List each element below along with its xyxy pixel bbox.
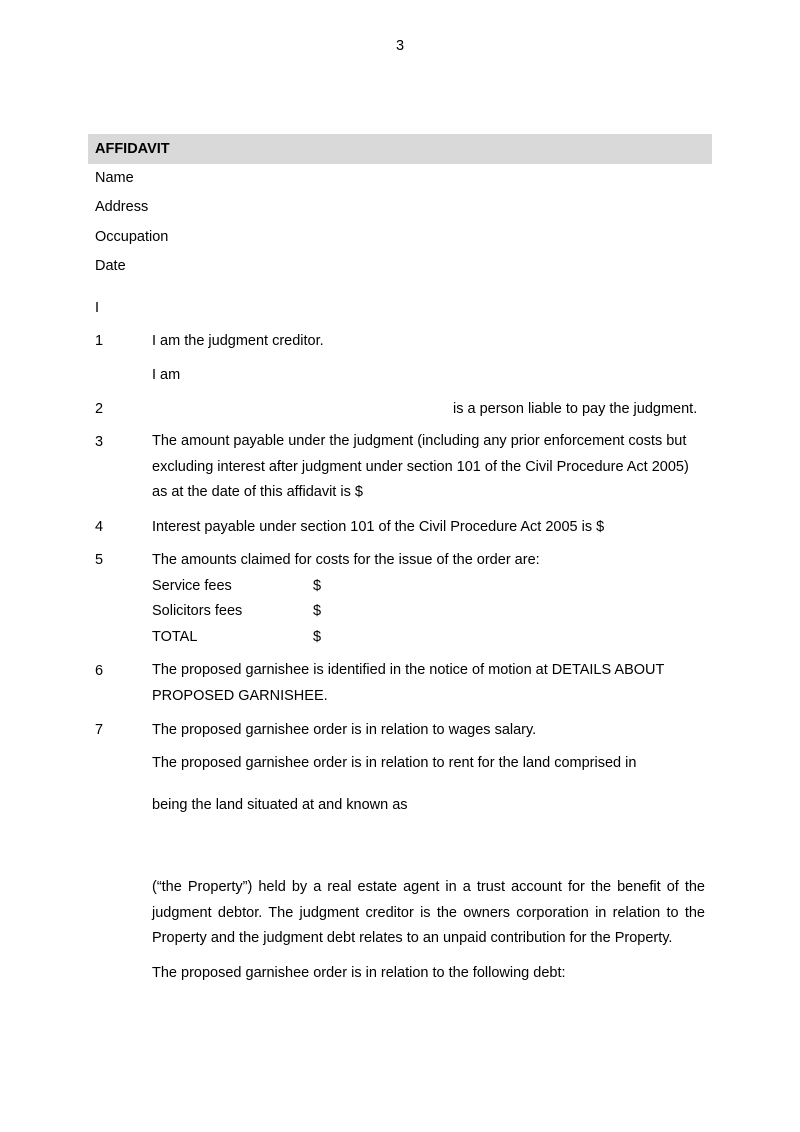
deponent-intro: I [95,300,100,316]
address-field-label: Address [95,199,149,215]
affidavit-title: AFFIDAVIT [95,141,170,157]
item-6-number: 6 [95,663,104,679]
solicitors-fees-amount: $ [313,603,322,619]
item-4-text: Interest payable under section 101 of the Civil Procedure Act 2005 is $ [152,519,605,535]
service-fees-amount: $ [313,578,322,594]
item-1-text: I am the judgment creditor. [152,333,324,349]
date-field-label: Date [95,258,126,274]
item-5-text: The amounts claimed for costs for the issue of the order are: [152,552,540,568]
solicitors-fees-label: Solicitors fees [152,603,243,619]
item-1-number: 1 [95,333,104,349]
item-3-number: 3 [95,434,104,450]
item-4-number: 4 [95,519,104,535]
name-field-label: Name [95,170,134,186]
item-1-i-am: I am [152,367,181,383]
item-7-debt-text: The proposed garnishee order is in relation to the following debt: [152,965,566,981]
item-7-property-text: (“the Property”) held by a real estate agent in a trust account for the benefit of the judgment debtor. The judgment creditor is the owners corporation in relation to the Property and the judgment debt relates to an unpaid contribution for the Property. [152,879,705,946]
affidavit-header [88,134,712,164]
total-fees-amount: $ [313,629,322,645]
item-7-wages-text: The proposed garnishee order is in relation to wages salary. [152,722,537,738]
item-5-number: 5 [95,552,104,568]
item-7-land-text: being the land situated at and known as [152,797,408,813]
service-fees-label: Service fees [152,578,232,594]
item-7-number: 7 [95,722,104,738]
total-fees-label: TOTAL [152,629,198,645]
item-2-text: is a person liable to pay the judgment. [453,401,698,417]
item-3-text: The amount payable under the judgment (including any prior enforcement costs but excluding interest after judgment under section 101 of the Civil Procedure Act 2005) as at the date of this affidavit is $ [152,433,689,500]
occupation-field-label: Occupation [95,229,169,245]
page-number: 3 [395,38,405,54]
item-7-rent-text: The proposed garnishee order is in relation to rent for the land comprised in [152,755,637,771]
item-2-number: 2 [95,401,104,417]
item-6-text: The proposed garnishee is identified in the notice of motion at DETAILS ABOUT PROPOSED GARNISHEE. [152,662,665,704]
